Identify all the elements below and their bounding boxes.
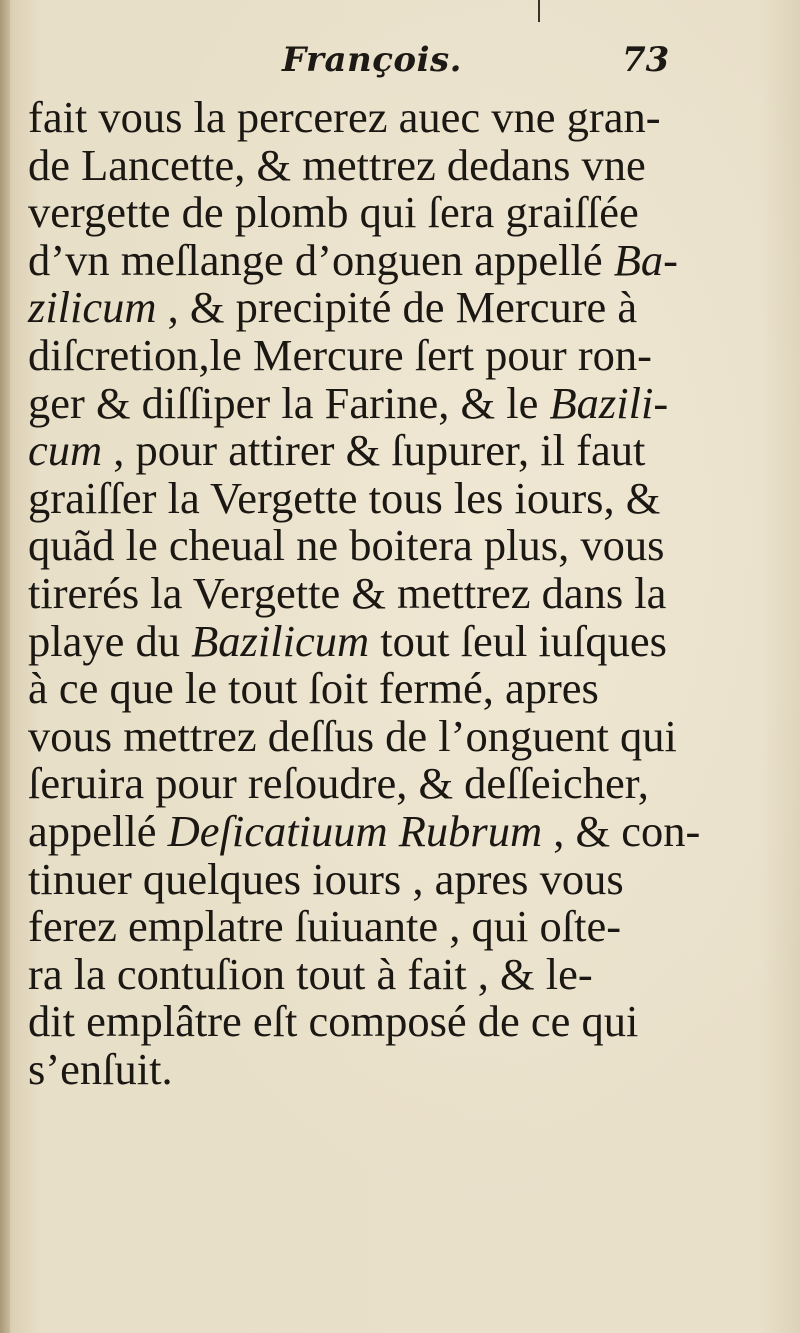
text-run: à ce que le tout ſoit fermé, apres (28, 663, 599, 714)
text-run: dit emplâtre eſt composé de ce qui (28, 996, 639, 1047)
text-line (28, 189, 718, 237)
text-run: , pour attirer & ſupurer, il faut (102, 425, 646, 476)
text-run: de Lancette, & mettrez dedans vne (28, 139, 646, 190)
text-line (28, 522, 718, 570)
italic-run: Bazilicum (191, 615, 370, 666)
text-line (28, 805, 718, 856)
text-run: tinuer quelques iours , apres vous (28, 853, 624, 904)
text-run: ferez emplatre ſuiuante , qui oſte- (28, 901, 622, 952)
text-line (28, 665, 718, 713)
text-run: appellé (28, 805, 168, 856)
text-line (28, 234, 718, 285)
text-line (28, 284, 718, 332)
body-text (28, 94, 718, 1093)
italic-run: cum (28, 425, 103, 476)
text-run: graiſſer la Vergette tous les iours, & (28, 472, 661, 523)
text-line (28, 567, 718, 618)
text-line (28, 903, 718, 951)
text-run: fait vous la percerez auec vne gran- (28, 92, 661, 142)
text-run: , & precipité de Mercure à (156, 282, 638, 333)
page-number: 73 (622, 40, 670, 80)
text-line (28, 615, 718, 666)
text-line (28, 472, 718, 523)
text-run: ra la contuſion tout à fait , & le- (28, 948, 593, 999)
text-line (28, 710, 718, 761)
italic-run: Deſicatiuum Rubrum (167, 805, 543, 856)
running-title: François. (282, 40, 462, 80)
text-run: quãd le cheual ne boitera plus, vous (28, 520, 665, 571)
text-run: playe du (28, 615, 192, 666)
text-run: vergette de plomb qui ſera graiſſée (28, 187, 639, 238)
italic-run: Bazili- (549, 377, 669, 428)
text-run: tout ſeul iuſques (369, 615, 667, 666)
text-line (28, 94, 718, 142)
text-line (28, 377, 718, 428)
text-line (28, 139, 718, 190)
text-run: , & con- (542, 805, 701, 856)
italic-run: zilicum (28, 282, 157, 333)
text-run: diſcretion,le Mercure ſert pour ron- (28, 329, 652, 380)
text-line (28, 427, 718, 475)
text-run: ger & diſſiper la Farine, & le (28, 377, 550, 428)
text-run: d’vn meſlange d’onguen appellé (28, 234, 614, 285)
text-line (28, 1043, 718, 1094)
text-line (28, 853, 718, 904)
italic-run: Ba- (613, 234, 678, 285)
text-run: s’enſuit. (28, 1043, 173, 1094)
text-line (28, 329, 718, 380)
text-run: vous mettrez deſſus de l’onguent qui (28, 710, 677, 761)
text-line (28, 948, 718, 999)
text-run: ſeruira pour reſoudre, & deſſeicher, (28, 758, 649, 809)
text-line (28, 760, 718, 808)
text-run: tirerés la Vergette & mettrez dans la (28, 567, 667, 618)
text-line (28, 998, 718, 1046)
page-header (0, 40, 800, 90)
ink-mark (538, 0, 540, 22)
page-gutter (0, 0, 10, 1333)
